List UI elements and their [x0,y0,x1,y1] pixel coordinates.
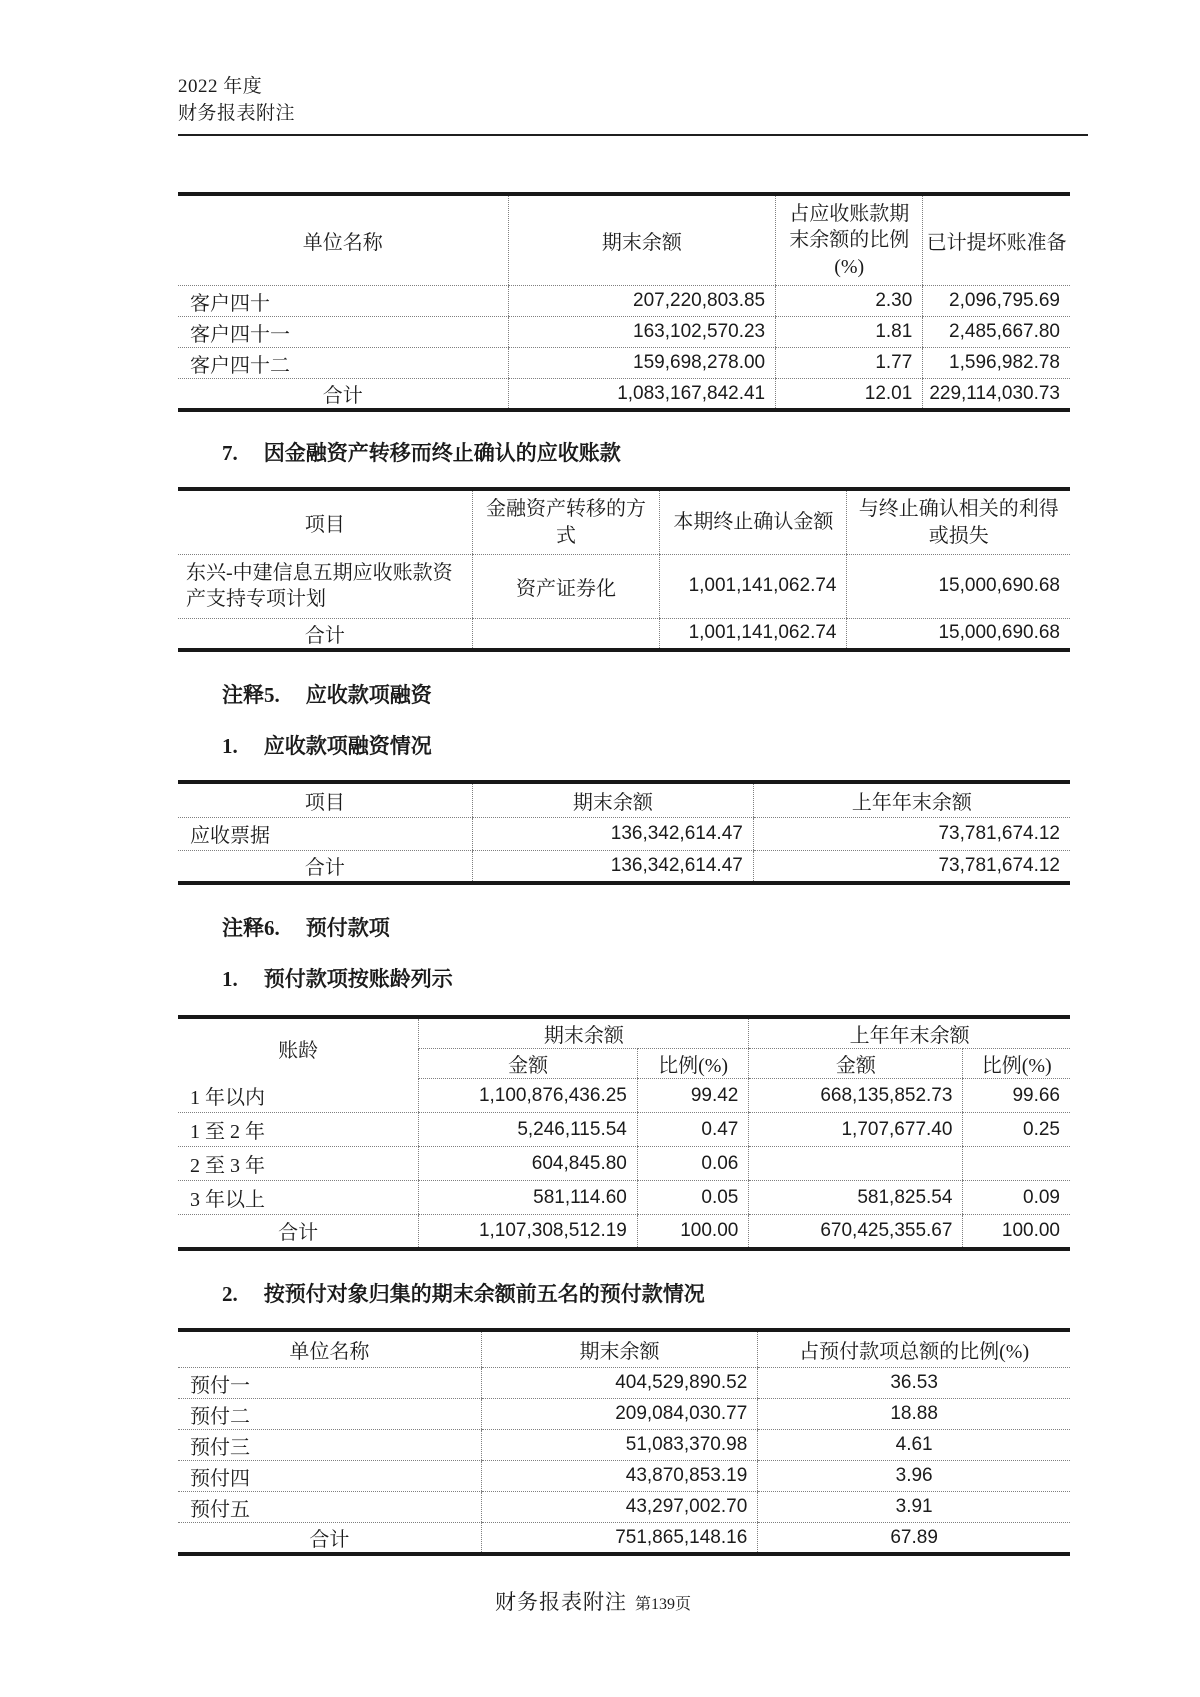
table-header-row [178,194,1070,286]
column-header-aging: 账龄 [278,1040,319,1063]
cell-total-label: 合计 [278,1222,319,1245]
header-year-line: 2022 年度 [178,76,263,97]
table-header-row [178,1330,1070,1368]
cell-provision: 2,485,667.80 [923,317,1070,348]
cell-aging: 3 年以上 [178,1181,419,1215]
table-row [178,348,1070,379]
table-receivables-financing [178,780,1070,885]
cell-provision: 2,096,795.69 [923,286,1070,317]
cell-total-ratio: 12.01 [776,379,923,411]
total-row [178,1215,1070,1249]
footer-doc-title: 财务报表附注 [494,1590,627,1615]
table-prepayments-top5 [178,1328,1070,1557]
cell-item: 东兴-中建信息五期应收账款资产支持专项计划 [178,554,472,618]
cell-closing: 136,342,614.47 [472,817,753,850]
cell-aging: 1 年以内 [178,1079,419,1113]
cell-balance: 43,297,002.70 [481,1492,758,1523]
section-heading-note5-1 [222,733,1088,760]
cell-total-method [472,618,659,650]
group-header-closing: 期末余额 [419,1017,749,1049]
cell-aging: 1 至 2 年 [178,1113,419,1147]
cell-closing-ratio: 99.42 [637,1079,749,1113]
column-header-closing-balance: 期末余额 [472,782,753,817]
cell-provision: 1,596,982.78 [923,348,1070,379]
cell-total-opening: 73,781,674.12 [753,850,1070,883]
column-header-closing-balance: 期末余额 [508,194,776,286]
cell-balance: 404,529,890.52 [481,1368,758,1399]
cell-ratio: 36.53 [758,1368,1070,1399]
total-row [178,850,1070,883]
group-header-prior-year: 上年年末余额 [749,1017,1070,1049]
cell-opening-ratio: 0.09 [963,1181,1070,1215]
cell-prepay-name: 预付二 [178,1399,481,1430]
column-header-derecognized-amount: 本期终止确认金额 [660,489,847,554]
cell-prepay-name: 预付五 [178,1492,481,1523]
table-header-row [178,782,1070,817]
table-row [178,554,1070,618]
cell-total-closing-ratio: 100.00 [637,1215,749,1249]
cell-total-balance: 751,865,148.16 [481,1523,758,1555]
column-header-bad-debt-provision: 已计提坏账准备 [923,194,1070,286]
page-footer [138,1586,1048,1616]
section-number: 1. [222,967,238,992]
total-row [178,1523,1070,1555]
column-header-unit-name: 单位名称 [178,1330,481,1368]
cell-ratio: 3.96 [758,1461,1070,1492]
column-header-closing-balance: 期末余额 [481,1330,758,1368]
section-title: 预付款项按账龄列示 [263,967,453,992]
section-number: 注释5. [222,683,280,708]
table-row [178,317,1070,348]
cell-opening-ratio [963,1147,1070,1181]
section-title: 应收款项融资 [305,683,432,708]
section-title: 预付款项 [305,916,390,941]
total-row [178,379,1070,411]
cell-method: 资产证券化 [472,554,659,618]
section-heading-note6-2 [222,1281,1088,1308]
cell-customer-name: 客户四十二 [178,348,508,379]
section-heading-note6 [222,915,1088,942]
table-row [178,1492,1070,1523]
cell-balance: 163,102,570.23 [508,317,776,348]
table-row [178,1461,1070,1492]
cell-opening-ratio: 99.66 [963,1079,1070,1113]
column-header-amount: 金额 [749,1049,963,1079]
cell-closing-amount: 581,114.60 [419,1181,638,1215]
cell-ratio: 4.61 [758,1430,1070,1461]
cell-total-closing-amount: 1,107,308,512.19 [419,1215,638,1249]
cell-closing-ratio: 0.47 [637,1113,749,1147]
table-row [178,1113,1070,1147]
cell-customer-name: 客户四十一 [178,317,508,348]
cell-prepay-name: 预付三 [178,1430,481,1461]
cell-balance: 209,084,030.77 [481,1399,758,1430]
cell-ratio: 1.81 [776,317,923,348]
cell-item: 应收票据 [178,817,472,850]
cell-total-opening-ratio: 100.00 [963,1215,1070,1249]
page-header [178,73,1088,127]
cell-opening-ratio: 0.25 [963,1113,1070,1147]
cell-balance: 51,083,370.98 [481,1430,758,1461]
column-header-ratio: 比例(%) [963,1049,1070,1079]
section-number: 1. [222,734,238,759]
section-number: 7. [222,441,238,466]
column-header-ratio: 占预付款项总额的比例(%) [758,1330,1070,1368]
cell-total-closing: 136,342,614.47 [472,850,753,883]
cell-ratio: 2.30 [776,286,923,317]
section-heading-note6-1 [222,966,1088,993]
cell-opening-amount: 1,707,677.40 [749,1113,963,1147]
table-row [178,817,1070,850]
cell-amount: 1,001,141,062.74 [660,554,847,618]
cell-closing-amount: 604,845.80 [419,1147,638,1181]
cell-balance: 159,698,278.00 [508,348,776,379]
section-title: 按预付对象归集的期末余额前五名的预付款情况 [263,1281,705,1306]
section-title: 因金融资产转移而终止确认的应收账款 [263,441,621,466]
cell-total-label: 合计 [309,1529,350,1552]
table-row [178,1147,1070,1181]
section-number: 2. [222,1281,238,1306]
header-rule [178,134,1088,136]
table-receivable-top-customers [178,192,1070,412]
cell-opening-amount [749,1147,963,1181]
table-header-group-row [178,1017,1070,1049]
cell-total-gain: 15,000,690.68 [847,618,1070,650]
cell-ratio: 1.77 [776,348,923,379]
column-header-ratio: 占应收账款期末余额的比例(%) [776,194,923,286]
cell-ratio: 3.91 [758,1492,1070,1523]
table-row [178,1399,1070,1430]
table-row [178,1079,1070,1113]
column-header-ratio: 比例(%) [637,1049,749,1079]
footer-page-number: 第139页 [634,1596,691,1614]
cell-prepay-name: 预付四 [178,1461,481,1492]
column-header-transfer-method: 金融资产转移的方式 [472,489,659,554]
table-header-row [178,489,1070,554]
cell-aging: 2 至 3 年 [178,1147,419,1181]
table-row [178,286,1070,317]
column-header-item: 项目 [178,782,472,817]
cell-prepay-name: 预付一 [178,1368,481,1399]
cell-balance: 43,870,853.19 [481,1461,758,1492]
cell-ratio: 18.88 [758,1399,1070,1430]
cell-closing-ratio: 0.05 [637,1181,749,1215]
cell-opening-amount: 581,825.54 [749,1181,963,1215]
cell-total-balance: 1,083,167,842.41 [508,379,776,411]
total-row [178,618,1070,650]
column-header-item: 项目 [178,489,472,554]
section-heading-note5 [222,682,1088,709]
cell-customer-name: 客户四十 [178,286,508,317]
cell-closing-amount: 1,100,876,436.25 [419,1079,638,1113]
cell-opening-amount: 668,135,852.73 [749,1079,963,1113]
cell-total-opening-amount: 670,425,355.67 [749,1215,963,1249]
section-number: 注释6. [222,916,280,941]
cell-total-provision: 229,114,030.73 [923,379,1070,411]
cell-total-ratio: 67.89 [758,1523,1070,1555]
cell-total-label: 合计 [304,624,345,647]
cell-total-label: 合计 [322,385,363,408]
table-row [178,1368,1070,1399]
table-prepayments-aging [178,1015,1070,1251]
table-row [178,1430,1070,1461]
column-header-unit-name: 单位名称 [178,194,508,286]
cell-closing-ratio: 0.06 [637,1147,749,1181]
section-heading-derecognition [222,440,1088,467]
section-title: 应收款项融资情况 [263,734,432,759]
column-header-prior-year-balance: 上年年末余额 [753,782,1070,817]
cell-total-label: 合计 [304,857,345,880]
header-doc-title: 财务报表附注 [178,103,296,124]
table-row [178,1181,1070,1215]
table-derecognized-receivables [178,487,1070,652]
column-header-gain-or-loss: 与终止确认相关的利得或损失 [847,489,1070,554]
cell-gain: 15,000,690.68 [847,554,1070,618]
cell-closing-amount: 5,246,115.54 [419,1113,638,1147]
cell-balance: 207,220,803.85 [508,286,776,317]
cell-total-amount: 1,001,141,062.74 [660,618,847,650]
column-header-amount: 金额 [419,1049,638,1079]
cell-opening: 73,781,674.12 [753,817,1070,850]
